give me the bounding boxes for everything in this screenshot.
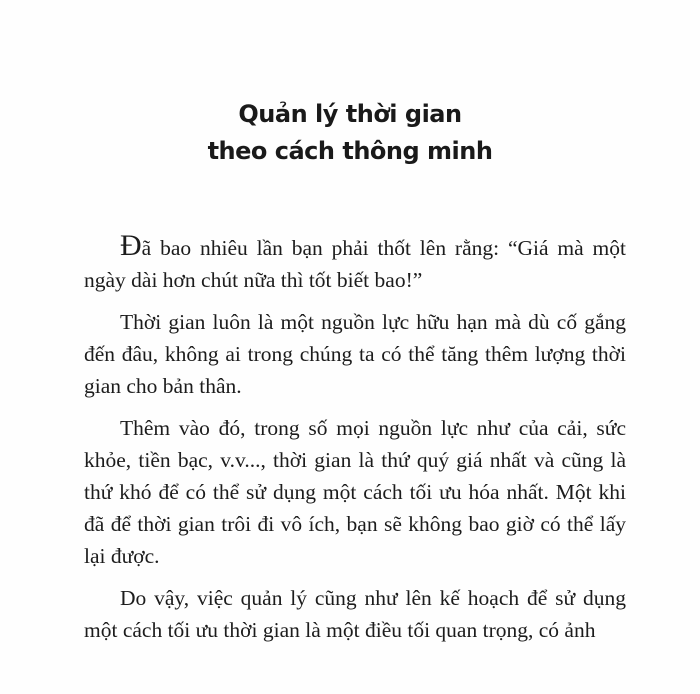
drop-cap: Đ: [120, 229, 142, 262]
paragraph-2: Thời gian luôn là một nguồn lực hữu hạn mà dù cố gắng đến đâu, không ai trong chúng ta có thể tăng thêm lượng thời gian cho bản thân.: [84, 310, 626, 398]
paragraph-1-text: ã bao nhiêu lần bạn phải thốt lên rằng: “Giá mà một ngày dài hơn chút nữa thì tốt biết bao!”: [84, 236, 626, 292]
paragraph-3: Thêm vào đó, trong số mọi nguồn lực như của cải, sức khỏe, tiền bạc, v.v..., thời gian là thứ quý giá nhất và cũng là thứ khó để có thể sử dụng một cách tối ưu hóa nhất. Một khi đã để thời gian trôi đi vô ích, bạn sẽ không bao giờ có thể lấy lại được.: [84, 416, 626, 568]
chapter-title-line-1: Quản lý thời gian: [238, 100, 462, 128]
chapter-title-line-2: theo cách thông minh: [207, 137, 493, 165]
body-text: [84, 229, 626, 656]
paragraph-4: Do vậy, việc quản lý cũng như lên kế hoạch để sử dụng một cách tối ưu thời gian là một điều tối quan trọng, có ảnh: [84, 586, 626, 642]
chapter-title: [0, 96, 700, 170]
paragraph-1: [84, 229, 626, 296]
